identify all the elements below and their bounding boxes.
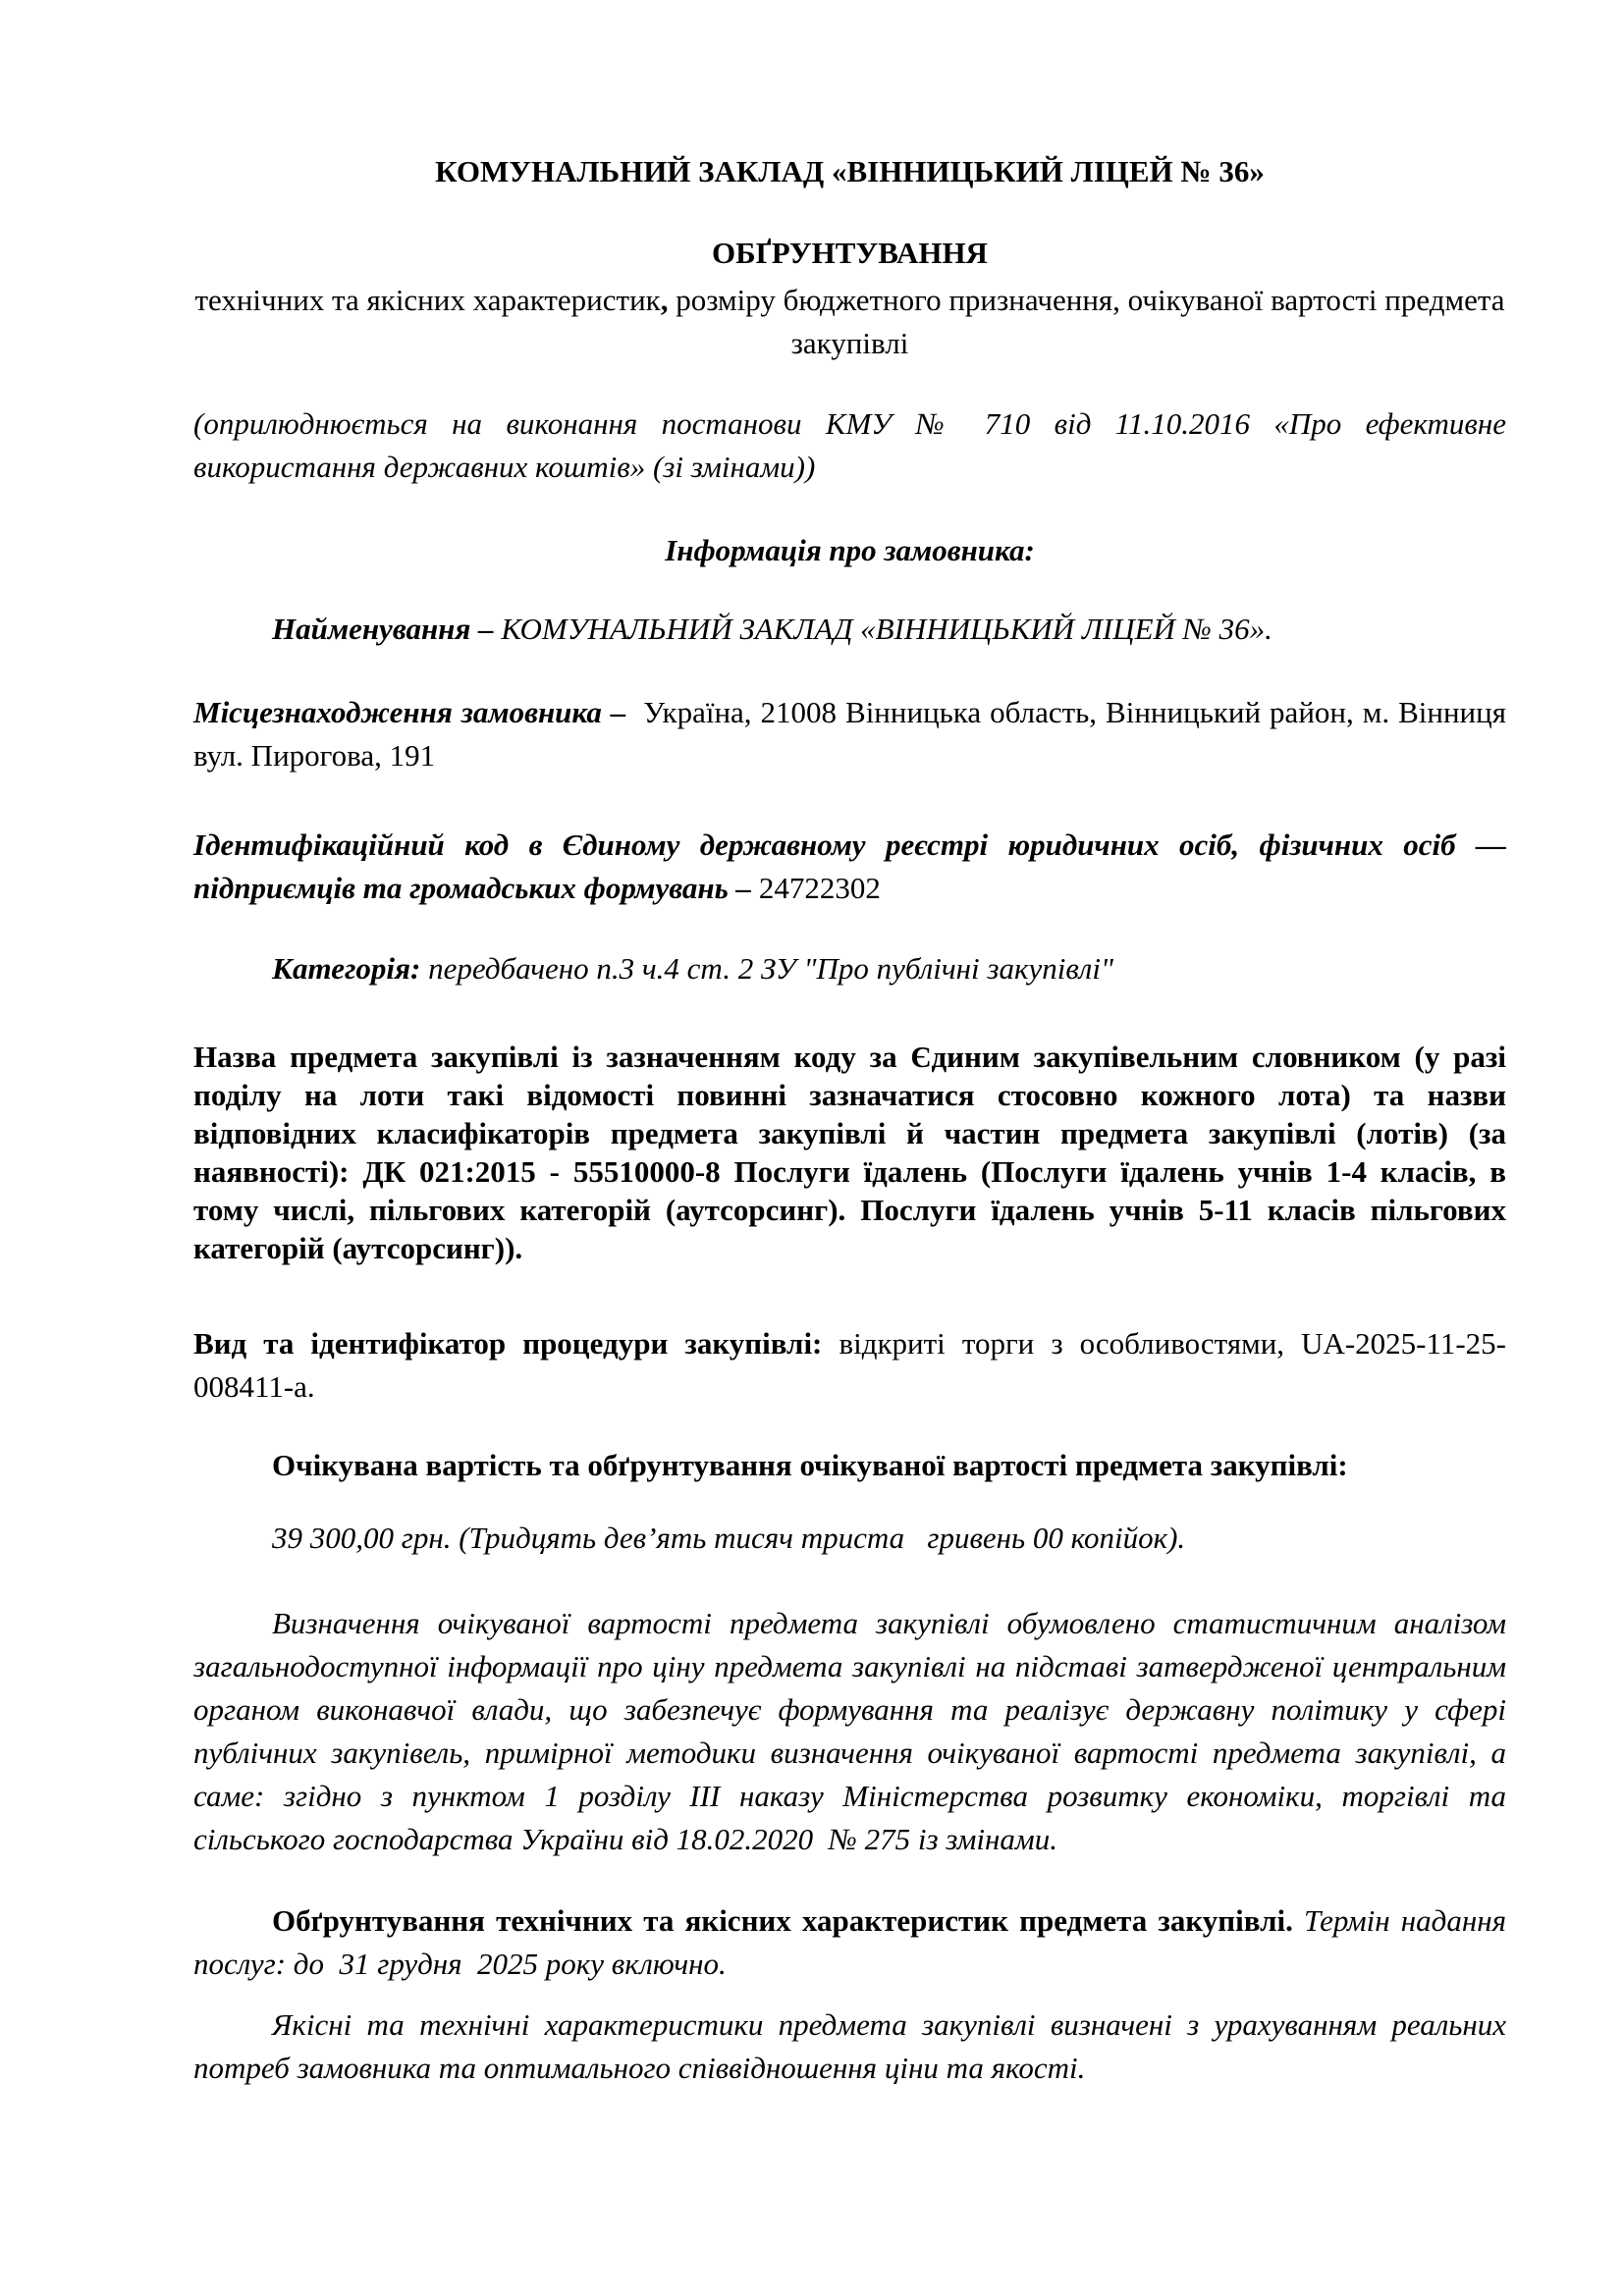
document-subtitle <box>193 279 1513 365</box>
customer-category-label: Категорія: <box>272 951 429 986</box>
customer-category-value: передбачено п.3 ч.4 ст. 2 ЗУ "Про публічні закупівлі" <box>428 951 1113 986</box>
subtitle-bold-comma: , <box>660 283 669 317</box>
customer-location-label: Місцезнаходження замовника – <box>193 695 635 729</box>
document-title: КОМУНАЛЬНИЙ ЗАКЛАД «ВІННИЦЬКИЙ ЛІЦЕЙ № 36» <box>435 154 1265 188</box>
procedure-value: відкриті торги з особливостями, UA-2025-11-25-008411-а. <box>193 1326 1507 1404</box>
customer-location-value: Україна, 21008 Вінницька область, Вінницький район, м. Вінниця вул. Пирогова, 191 <box>193 695 1514 773</box>
document-heading: ОБҐРУНТУВАННЯ <box>712 236 988 270</box>
expected-value-heading: Очікувана вартість та обґрунтування очікуваної вартості предмета закупівлі: <box>272 1448 1348 1482</box>
procedure-paragraph <box>193 1322 1506 1409</box>
customer-edrpou-label: Ідентифікаційний код в Єдиному державному реєстрі юридичних осіб, фізичних осіб — підприємців та громадських формувань – <box>193 828 1514 905</box>
technical-justification-value: Термін надання послуг: до 31 грудня 2025 року включно. <box>193 1903 1514 1981</box>
expected-value-amount: 39 300,00 грн. (Тридцять дев’ять тисяч триста гривень 00 копійок). <box>272 1521 1186 1555</box>
customer-location-paragraph <box>193 691 1514 777</box>
customer-info-heading: Інформація про замовника: <box>665 533 1035 567</box>
procedure-label: Вид та ідентифікатор процедури закупівлі: <box>193 1326 839 1361</box>
technical-justification-paragraph <box>193 1899 1514 1986</box>
subtitle-text-run: розміру бюджетного призначення, очікуваної вартості предмета закупівлі <box>668 283 1513 360</box>
customer-name-paragraph <box>193 608 1506 651</box>
customer-name-label: Найменування – <box>272 612 502 646</box>
customer-edrpou-value: 24722302 <box>758 871 881 905</box>
technical-justification-label: Обґрунтування технічних та якісних характеристик предмета закупівлі. <box>272 1903 1304 1938</box>
quality-note-paragraph: Якісні та технічні характеристики предмета закупівлі визначені з урахуванням реальних потреб замовника та оптимального співвідношення ціни та якості. <box>193 2007 1514 2085</box>
subtitle-text-run: технічних та якісних характеристик <box>194 283 661 317</box>
publication-disclaimer: (оприлюднюється на виконання постанови КМУ № 710 від 11.10.2016 «Про ефективне використання державних коштів» (зі змінами)) <box>193 406 1514 484</box>
customer-name-value: КОМУНАЛЬНИЙ ЗАКЛАД «ВІННИЦЬКИЙ ЛІЦЕЙ № 36». <box>501 612 1272 646</box>
customer-edrpou-paragraph <box>193 824 1514 910</box>
customer-category-paragraph <box>193 947 1506 990</box>
procurement-subject-paragraph: Назва предмета закупівлі із зазначенням коду за Єдиним закупівельним словником (у разі поділу на лоти такі відомості повинні зазначатися стосовно кожного лота) та назви відповідних класифікаторів предмета закупівлі й частин предмета закупівлі (лотів) (за наявності): ДК 021:2015 - 55510000-8 Послуги їдалень (Послуги їдалень учнів 1-4 класів, в тому числі, пільгових категорій (аутсорсинг). Послуги їдалень учнів 5-11 класів пільгових категорій (аутсорсинг)). <box>193 1040 1514 1265</box>
expected-value-justification: Визначення очікуваної вартості предмета закупівлі обумовлено статистичним аналізом загальнодоступної інформації про ціну предмета закупівлі на підставі затвердженої центральним органом виконавчої влади, що забезпечує формування та реалізує державну політику у сфері публічних закупівель, примірної методики визначення очікуваної вартості предмета закупівлі, а саме: згідно з пунктом 1 розділу ІІІ наказу Міністерства розвитку економіки, торгівлі та сільського господарства України від 18.02.2020 № 275 із змінами. <box>193 1606 1514 1856</box>
